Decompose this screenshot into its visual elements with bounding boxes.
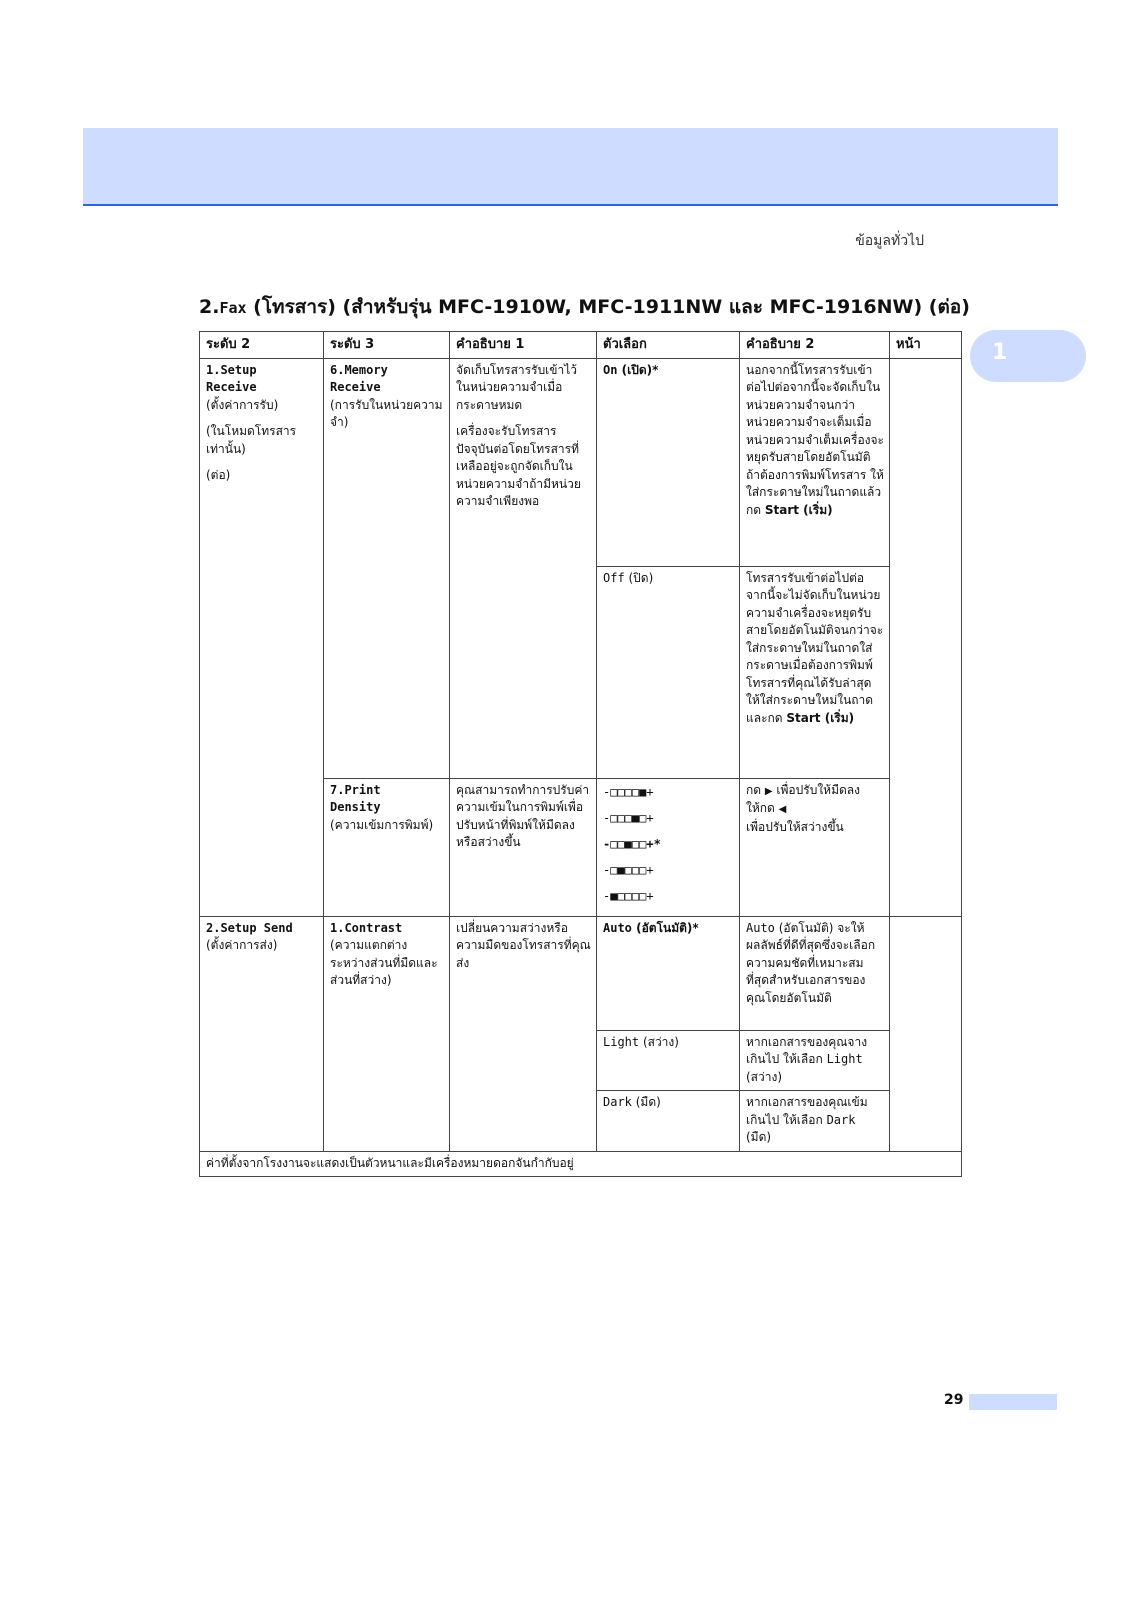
print-density-cell bbox=[324, 778, 450, 916]
print-density-options bbox=[597, 778, 740, 916]
option-auto-label: (อัตโนมัติ)* bbox=[631, 920, 699, 935]
setup-receive-cell bbox=[200, 358, 324, 916]
dark-desc-tail: (มืด) bbox=[746, 1130, 772, 1144]
memory-receive-name: (การรับในหน่วยความจำ) bbox=[330, 397, 443, 429]
option-on-label: (เปิด)* bbox=[617, 362, 659, 377]
fax-menu-table bbox=[199, 331, 962, 1177]
arrow-left-icon: ◀ bbox=[778, 804, 787, 815]
setup-send-cell bbox=[200, 916, 324, 1151]
contrast-description bbox=[450, 916, 597, 1151]
contrast-name: (ความแตกต่างระหว่างส่วนที่มืดและส่วนที่สว่าง) bbox=[330, 938, 438, 987]
density-desc-press-2: ให้กด bbox=[746, 801, 775, 815]
arrow-right-icon: ▶ bbox=[764, 785, 773, 797]
auto-desc-code: Auto bbox=[746, 920, 775, 935]
chapter-tab bbox=[970, 330, 1086, 382]
header-options: ตัวเลือก bbox=[597, 332, 740, 359]
title-rest: (โทรสาร) (สำหรับรุ่น MFC-1910W, MFC-1911NW และ MFC-1916NW) (ต่อ) bbox=[246, 296, 970, 318]
title-code: Fax bbox=[219, 299, 247, 317]
option-off-code: Off bbox=[603, 570, 625, 585]
memory-receive-cell bbox=[324, 358, 450, 778]
density-desc-line-1 bbox=[746, 782, 884, 801]
table-header-row bbox=[200, 332, 962, 359]
print-density-code-2: Density bbox=[330, 800, 381, 814]
setup-receive-name: (ตั้งค่าการรับ) bbox=[206, 397, 279, 412]
footnote-row bbox=[200, 1151, 962, 1177]
contrast-code: 1.Contrast bbox=[330, 920, 403, 935]
header-description-2: คำอธิบาย 2 bbox=[740, 332, 890, 359]
option-light-description bbox=[740, 1030, 890, 1091]
contrast-desc: เปลี่ยนความสว่างหรือความมืดของโทรสารที่คุณส่ง bbox=[456, 920, 591, 970]
option-light-label: (สว่าง) bbox=[639, 1034, 679, 1049]
header-level-3: ระดับ 3 bbox=[324, 332, 450, 359]
contrast-cell bbox=[324, 916, 450, 1151]
light-desc-code: Light bbox=[826, 1052, 863, 1066]
memory-receive-code-1: 6.Memory bbox=[330, 362, 388, 377]
memory-receive-desc-2: เครื่องจะรับโทรสารปัจจุบันต่อโดยโทรสารที่เหลืออยู่จะถูกจัดเก็บในหน่วยความจำถ้ามีหน่วยความจำเพียงพอ bbox=[456, 424, 581, 508]
dark-desc-text: หากเอกสารของคุณเข้มเกินไป ให้เลือก bbox=[746, 1095, 868, 1127]
setup-receive-code-2: Receive bbox=[206, 380, 257, 394]
setup-receive-mode: (ในโหมดโทรสารเท่านั้น) bbox=[206, 424, 297, 456]
title-prefix: 2. bbox=[199, 296, 220, 318]
light-desc-text: หากเอกสารของคุณจางเกินไป ให้เลือก bbox=[746, 1034, 868, 1066]
density-option: -□■□□□+ bbox=[603, 862, 654, 877]
density-option: -□□□■□+ bbox=[603, 810, 654, 825]
option-on bbox=[597, 358, 740, 566]
print-density-description-2 bbox=[740, 778, 890, 916]
option-dark bbox=[597, 1091, 740, 1152]
header-page: หน้า bbox=[890, 332, 962, 359]
off-desc-start: Start (เริ่ม) bbox=[786, 710, 855, 725]
footnote: ค่าที่ตั้งจากโรงงานจะแสดงเป็นตัวหนาและมีเครื่องหมายดอกจันกำกับอยู่ bbox=[200, 1151, 962, 1177]
on-desc-start: Start (เริ่ม) bbox=[764, 502, 833, 517]
print-density-name: (ความเข้มการพิมพ์) bbox=[330, 817, 434, 832]
auto-desc-text: (อัตโนมัติ) จะให้ผลลัพธ์ที่ดีที่สุดซึ่งจะเลือกความคมชัดที่เหมาะสมที่สุดสำหรับเอกสารของคุณโดยอัตโนมัติ bbox=[746, 920, 876, 1005]
light-desc-tail: (สว่าง) bbox=[746, 1069, 783, 1084]
option-off-label: (ปิด) bbox=[624, 570, 654, 585]
density-option: -□□□□■+ bbox=[603, 784, 654, 799]
chapter-number: 1 bbox=[992, 340, 1008, 365]
page-number: 29 bbox=[944, 1392, 964, 1408]
option-auto-code: Auto bbox=[603, 920, 632, 935]
setup-send-code: 2.Setup Send bbox=[206, 920, 293, 935]
density-desc-press: กด bbox=[746, 782, 762, 797]
memory-receive-desc-1: จัดเก็บโทรสารรับเข้าไว้ในหน่วยความจำเมื่อกระดาษหมด bbox=[456, 362, 577, 412]
print-density-code-1: 7.Print bbox=[330, 782, 381, 797]
header-level-2: ระดับ 2 bbox=[200, 332, 324, 359]
setup-receive-code-1: 1.Setup bbox=[206, 362, 257, 377]
section-title bbox=[199, 292, 979, 322]
print-density-desc: คุณสามารถทำการปรับค่าความเข้มในการพิมพ์เพื่อปรับหน้าที่พิมพ์ให้มืดลงหรือสว่างขึ้น bbox=[456, 782, 590, 849]
on-desc-text: นอกจากนี้โทรสารรับเข้าต่อไปต่อจากนี้จะจัดเก็บในหน่วยความจำจนกว่าหน่วยความจำจะเต็มเมื่อหน่วยความจำเต็มเครื่องจะหยุดรับสายโดยอัตโนมัติถ้าต้องการพิมพ์โทรสาร ให้ใส่กระดาษใหม่ในถาดแล้วกด bbox=[746, 362, 884, 517]
density-option: -■□□□□+ bbox=[603, 888, 654, 903]
option-off-description bbox=[740, 566, 890, 778]
table-row bbox=[200, 916, 962, 1030]
memory-receive-code-2: Receive bbox=[330, 380, 381, 394]
page-number-bar bbox=[969, 1394, 1057, 1410]
running-head: ข้อมูลทั่วไป bbox=[855, 233, 924, 249]
option-dark-label: (มืด) bbox=[631, 1095, 661, 1109]
memory-receive-description bbox=[450, 358, 597, 778]
setup-send-name: (ตั้งค่าการส่ง) bbox=[206, 938, 278, 952]
header-band bbox=[83, 128, 1058, 206]
density-desc-line-2 bbox=[746, 800, 884, 819]
page-cell-send bbox=[890, 916, 962, 1151]
off-desc-text: โทรสารรับเข้าต่อไปต่อจากนี้จะไม่จัดเก็บในหน่วยความจำเครื่องจะหยุดรับสายโดยอัตโนมัติจนกว่าจะใส่กระดาษใหม่ในถาดใส่กระดาษเมื่อต้องการพิมพ์โทรสารที่คุณได้รับล่าสุดให้ใส่กระดาษใหม่ในถาด และกด bbox=[746, 570, 884, 725]
option-light bbox=[597, 1030, 740, 1091]
option-auto bbox=[597, 916, 740, 1030]
table-row bbox=[200, 358, 962, 566]
option-dark-code: Dark bbox=[603, 1095, 632, 1109]
print-density-description bbox=[450, 778, 597, 916]
option-dark-description bbox=[740, 1091, 890, 1152]
setup-receive-continued: (ต่อ) bbox=[206, 468, 231, 482]
dark-desc-code: Dark bbox=[826, 1112, 856, 1127]
option-off bbox=[597, 566, 740, 778]
density-option-default: -□□■□□+* bbox=[603, 836, 661, 851]
density-desc-line-3: เพื่อปรับให้สว่างขึ้น bbox=[746, 819, 844, 834]
density-desc-darker: เพื่อปรับให้มืดลง bbox=[776, 782, 861, 797]
option-on-description bbox=[740, 358, 890, 566]
header-description-1: คำอธิบาย 1 bbox=[450, 332, 597, 359]
option-on-code: On bbox=[603, 362, 618, 377]
option-light-code: Light bbox=[603, 1034, 640, 1049]
page-cell-receive bbox=[890, 358, 962, 916]
option-auto-description bbox=[740, 916, 890, 1030]
